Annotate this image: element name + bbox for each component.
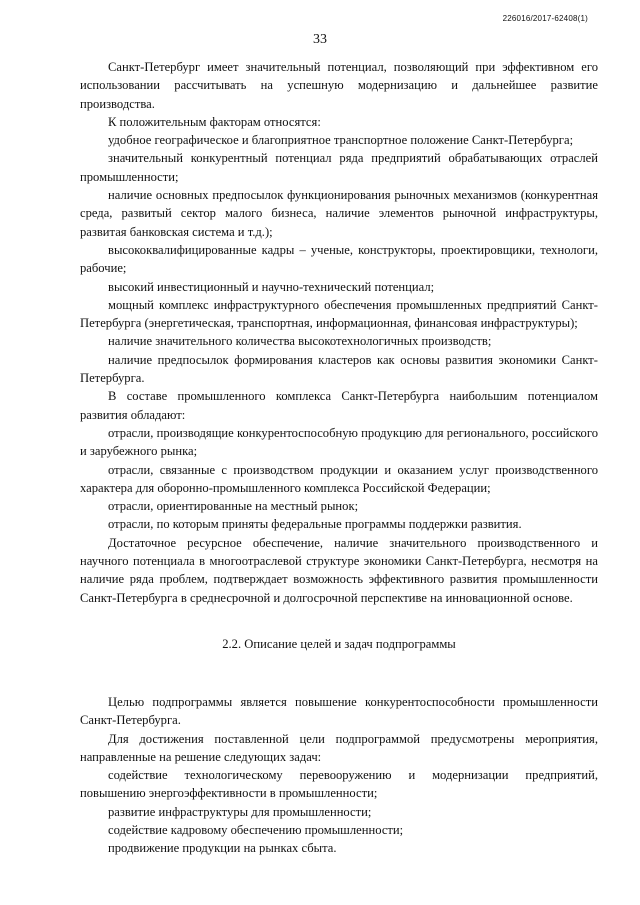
page-number: 33: [313, 32, 327, 47]
list-item: высококвалифицированные кадры – ученые, конструкторы, проектировщики, технологи, рабочие;: [80, 242, 598, 276]
paragraph: Для достижения поставленной цели подпрограммой предусмотрены мероприятия, направленные на решение следующих задач:: [80, 731, 598, 764]
list-item: отрасли, ориентированные на местный рынок;: [108, 499, 359, 514]
list-item: содействие технологическому перевооружению и модернизации предприятий, повышению энергоэффективности в промышленности;: [80, 768, 598, 801]
list-item: наличие предпосылок формирования кластеров как основы развития экономики Санкт-Петербурга.: [80, 352, 598, 386]
paragraph: Достаточное ресурсное обеспечение, наличие значительного производственного и научного потенциала в многоотраслевой структуре экономики Санкт-Петербурга, несмотря на наличие ряда проблем, подтверждает возможность эффективного развития промышленности Санкт-Петербурга в среднесрочной и долгосрочной перспективе на инновационной основе.: [80, 535, 598, 605]
list-item: отрасли, связанные с производством продукции и оказанием услуг производственного характера для оборонно-промышленного комплекса Российской Федерации;: [80, 462, 598, 495]
section-heading: 2.2. Описание целей и задач подпрограммы: [222, 636, 456, 651]
list-item: значительный конкурентный потенциал ряда предприятий обрабатывающих отраслей промышленности;: [80, 151, 598, 184]
paragraph: Санкт-Петербург имеет значительный потенциал, позволяющий при эффективном его использовании рассчитывать на успешную модернизацию и дальнейшее развитие производства.: [80, 60, 598, 111]
document-id: 226016/2017-62408(1): [502, 14, 588, 23]
paragraph: К положительным факторам относятся:: [108, 114, 321, 129]
list-item: удобное географическое и благоприятное транспортное положение Санкт-Петербурга;: [108, 133, 574, 148]
list-item: отрасли, по которым приняты федеральные программы поддержки развития.: [108, 517, 522, 532]
list-item: мощный комплекс инфраструктурного обеспечения промышленных предприятий Санкт-Петербурга (энергетическая, транспортная, информационная, финансовая инфраструктуры);: [80, 297, 598, 331]
document-body: [80, 58, 598, 858]
list-item: наличие основных предпосылок функционирования рыночных механизмов (конкурентная среда, развитый сектор малого бизнеса, наличие элементов рыночной инфраструктуры, развитая банковская система и т.д.);: [80, 188, 598, 239]
list-item: развитие инфраструктуры для промышленности;: [108, 804, 372, 819]
list-item: высокий инвестиционный и научно-технический потенциал;: [108, 279, 435, 294]
list-item: отрасли, производящие конкурентоспособную продукцию для регионального, российского и зарубежного рынка;: [80, 425, 598, 459]
list-item: наличие значительного количества высокотехнологичных производств;: [108, 334, 492, 349]
paragraph: В составе промышленного комплекса Санкт-Петербурга наибольшим потенциалом развития обладают:: [80, 389, 598, 422]
list-item: продвижение продукции на рынках сбыта.: [108, 841, 337, 856]
section-spacer: [80, 653, 598, 693]
paragraph: Целью подпрограммы является повышение конкурентоспособности промышленности Санкт-Петербурга.: [80, 694, 598, 728]
list-item: содействие кадровому обеспечению промышленности;: [108, 822, 404, 837]
